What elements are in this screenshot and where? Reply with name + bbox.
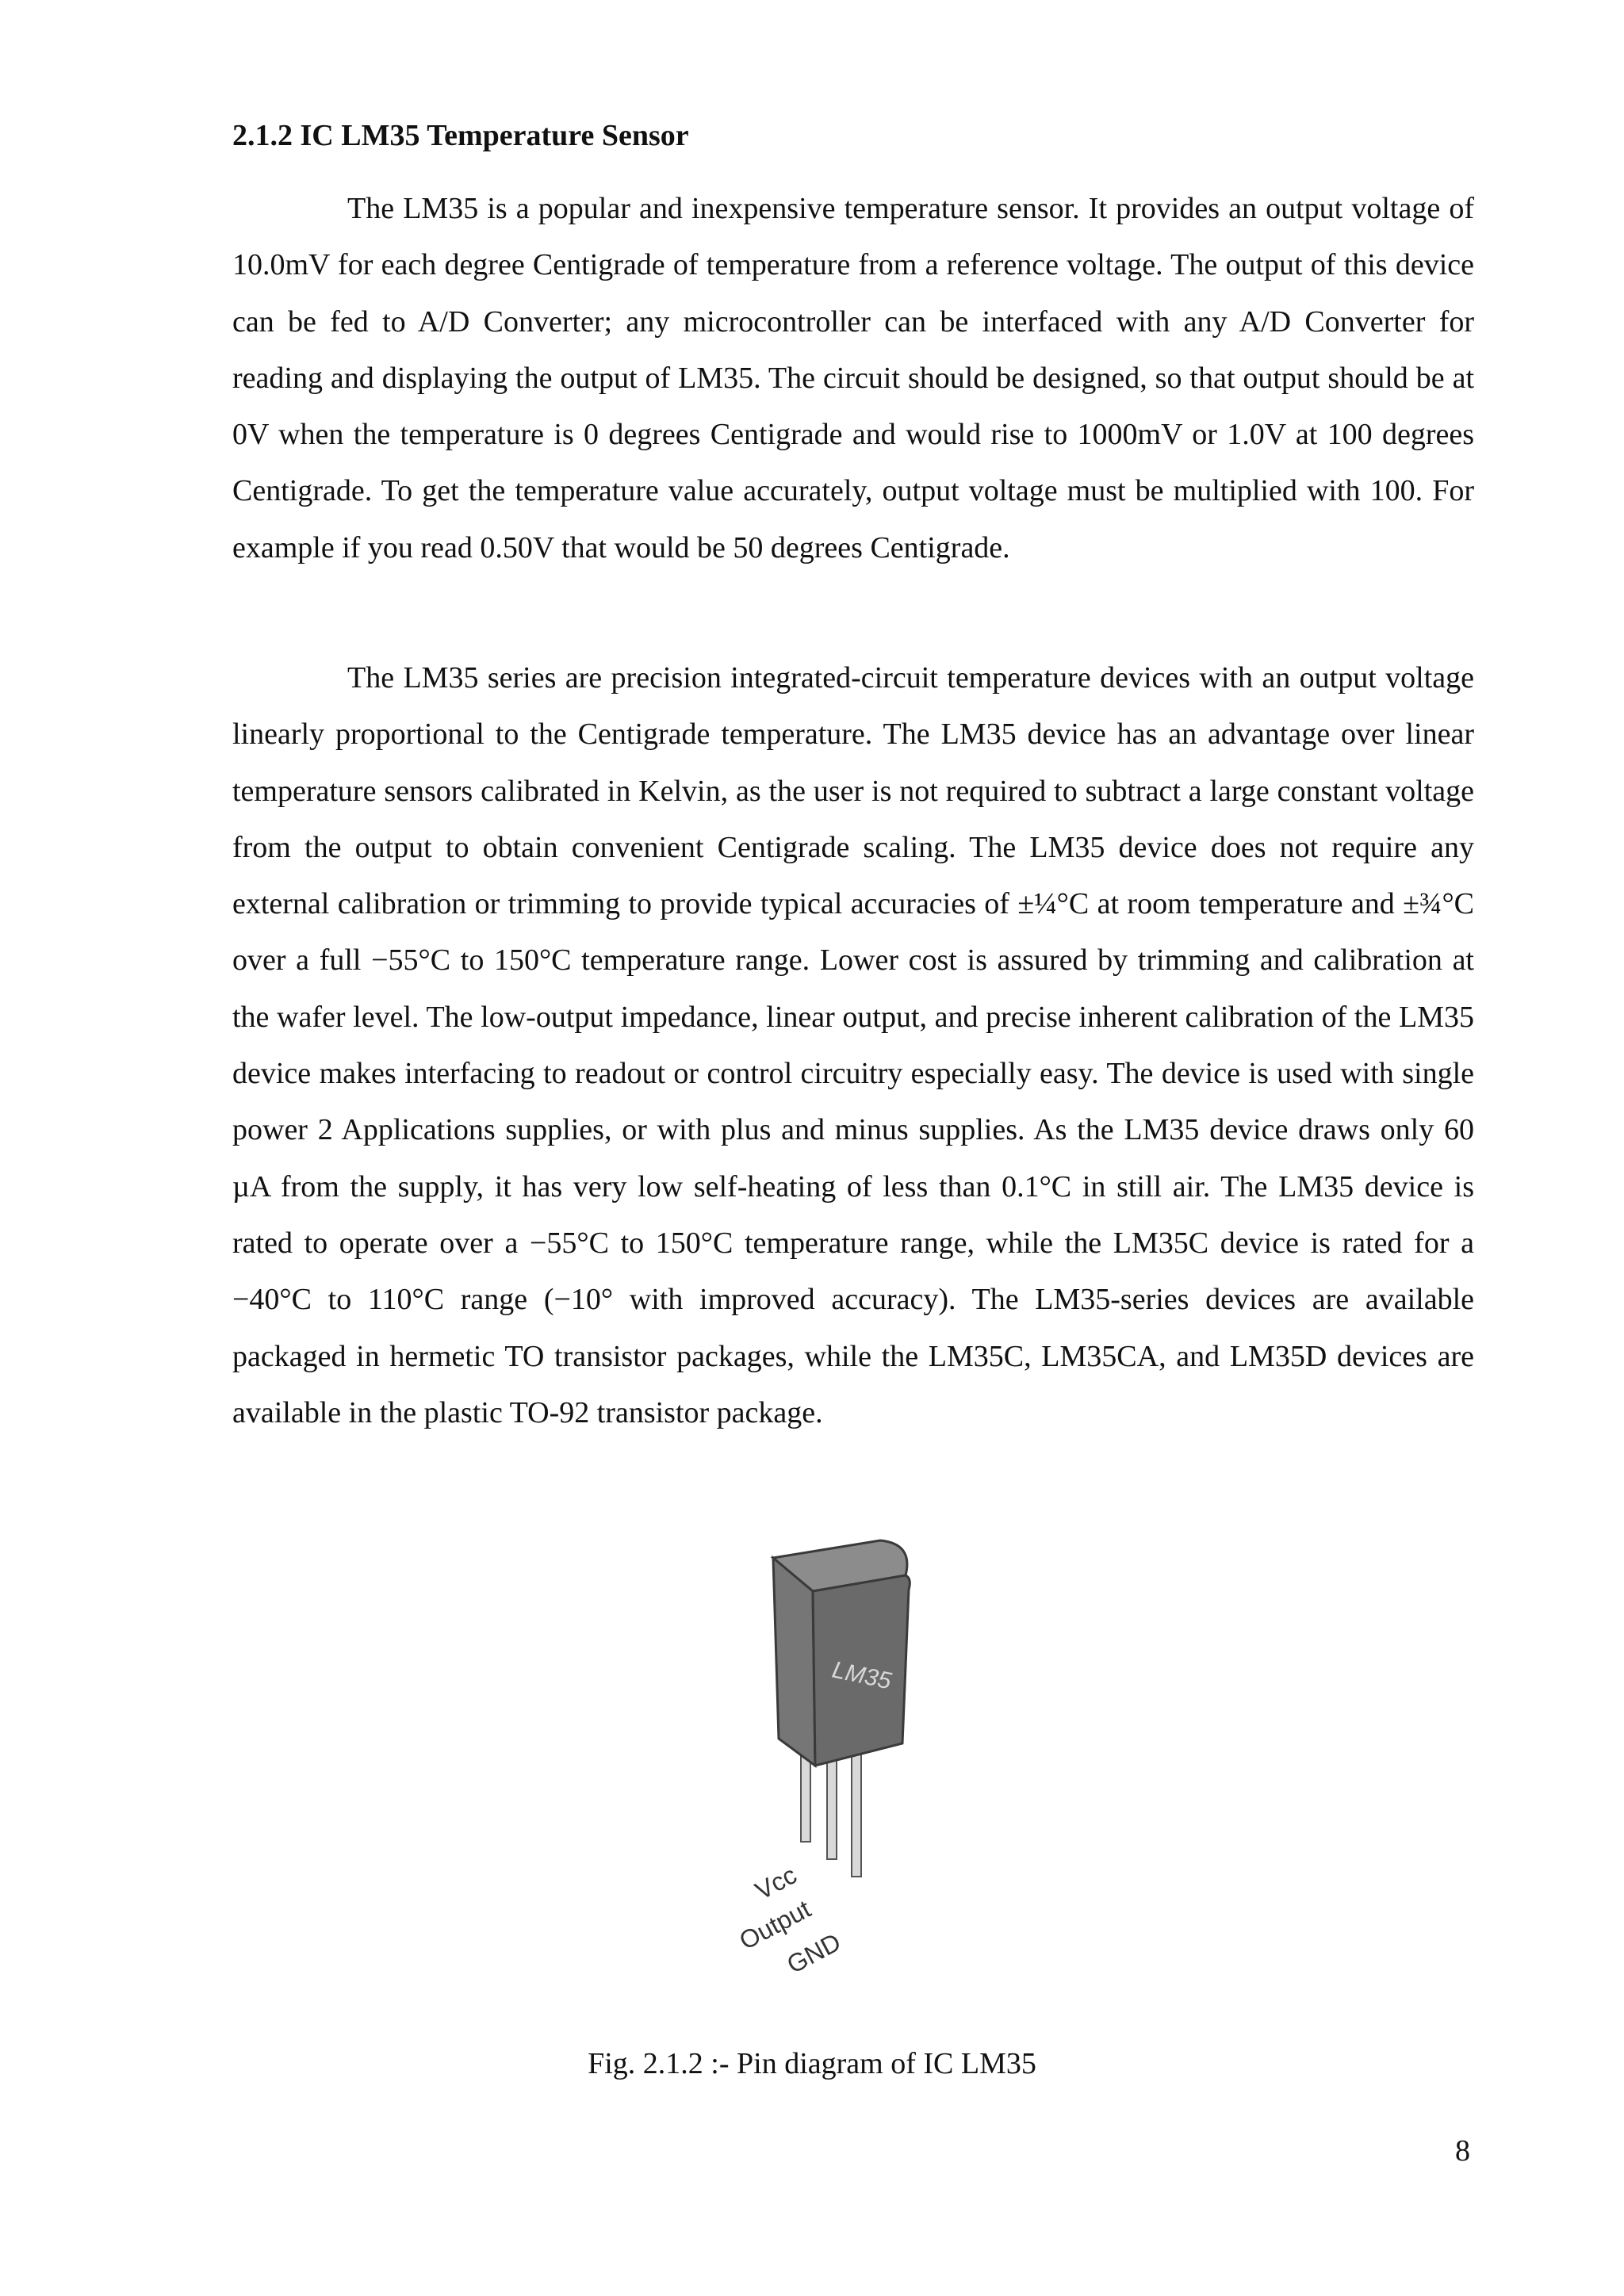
pin-labels <box>734 1860 845 1979</box>
lm35-chip-illustration <box>682 1510 999 2002</box>
chip-front-face <box>773 1558 815 1766</box>
lead-gnd <box>852 1742 861 1877</box>
pin-label-output: Output <box>734 1894 816 1956</box>
lead-output <box>827 1748 837 1859</box>
pin-label-gnd: GND <box>782 1927 846 1980</box>
figure-caption: Fig. 2.1.2 :- Pin diagram of IC LM35 <box>588 2047 1036 2080</box>
chip-body <box>773 1540 910 1766</box>
paragraph-intro: The LM35 is a popular and inexpensive temperature sensor. It provides an output voltage of 10.0mV for each degree Centigrade of temperature from a reference voltage. The output of this device can be fed to A/D Converter; any microcontroller can be interfaced with any A/D Converter for reading and displaying the output of LM35. The circuit should be designed, so that output should be at 0V when the temperature is 0 degrees Centigrade and would rise to 1000mV or 1.0V at 100 degrees Centigrade. To get the temperature value accurately, output voltage must be multiplied with 100. For example if you read 0.50V that would be 50 degrees Centigrade. <box>232 192 1474 564</box>
paragraph-lm35-series: The LM35 series are precision integrated-circuit temperature devices with an output voltage linearly proportional to the Centigrade temperature. The LM35 device has an advantage over linear temperature sensors calibrated in Kelvin, as the user is not required to subtract a large constant voltage from the output to obtain convenient Centigrade scaling. The LM35 device does not require any external calibration or trimming to provide typical accuracies of ±¼°C at room temperature and ±¾°C over a full −55°C to 150°C temperature range. Lower cost is assured by trimming and calibration at the wafer level. The low-output impedance, linear output, and precise inherent calibration of the LM35 device makes interfacing to readout or control circuitry especially easy. The device is used with single power 2 Applications supplies, or with plus and minus supplies. As the LM35 device draws only 60 µA from the supply, it has very low self-heating of less than 0.1°C in still air. The LM35 device is rated to operate over a −55°C to 150°C temperature range, while the LM35C device is rated for a −40°C to 110°C range (−10° with improved accuracy). The LM35-series devices are available packaged in hermetic TO transistor packages, while the LM35C, LM35CA, and LM35D devices are available in the plastic TO-92 transistor package. <box>232 661 1474 1429</box>
lm35-pin-diagram-figure <box>682 1510 999 2002</box>
page-number: 8 <box>1455 2134 1470 2168</box>
pin-label-vcc: Vcc <box>750 1860 802 1906</box>
chip-label: LM35 <box>829 1656 894 1695</box>
section-heading: 2.1.2 IC LM35 Temperature Sensor <box>232 119 689 152</box>
